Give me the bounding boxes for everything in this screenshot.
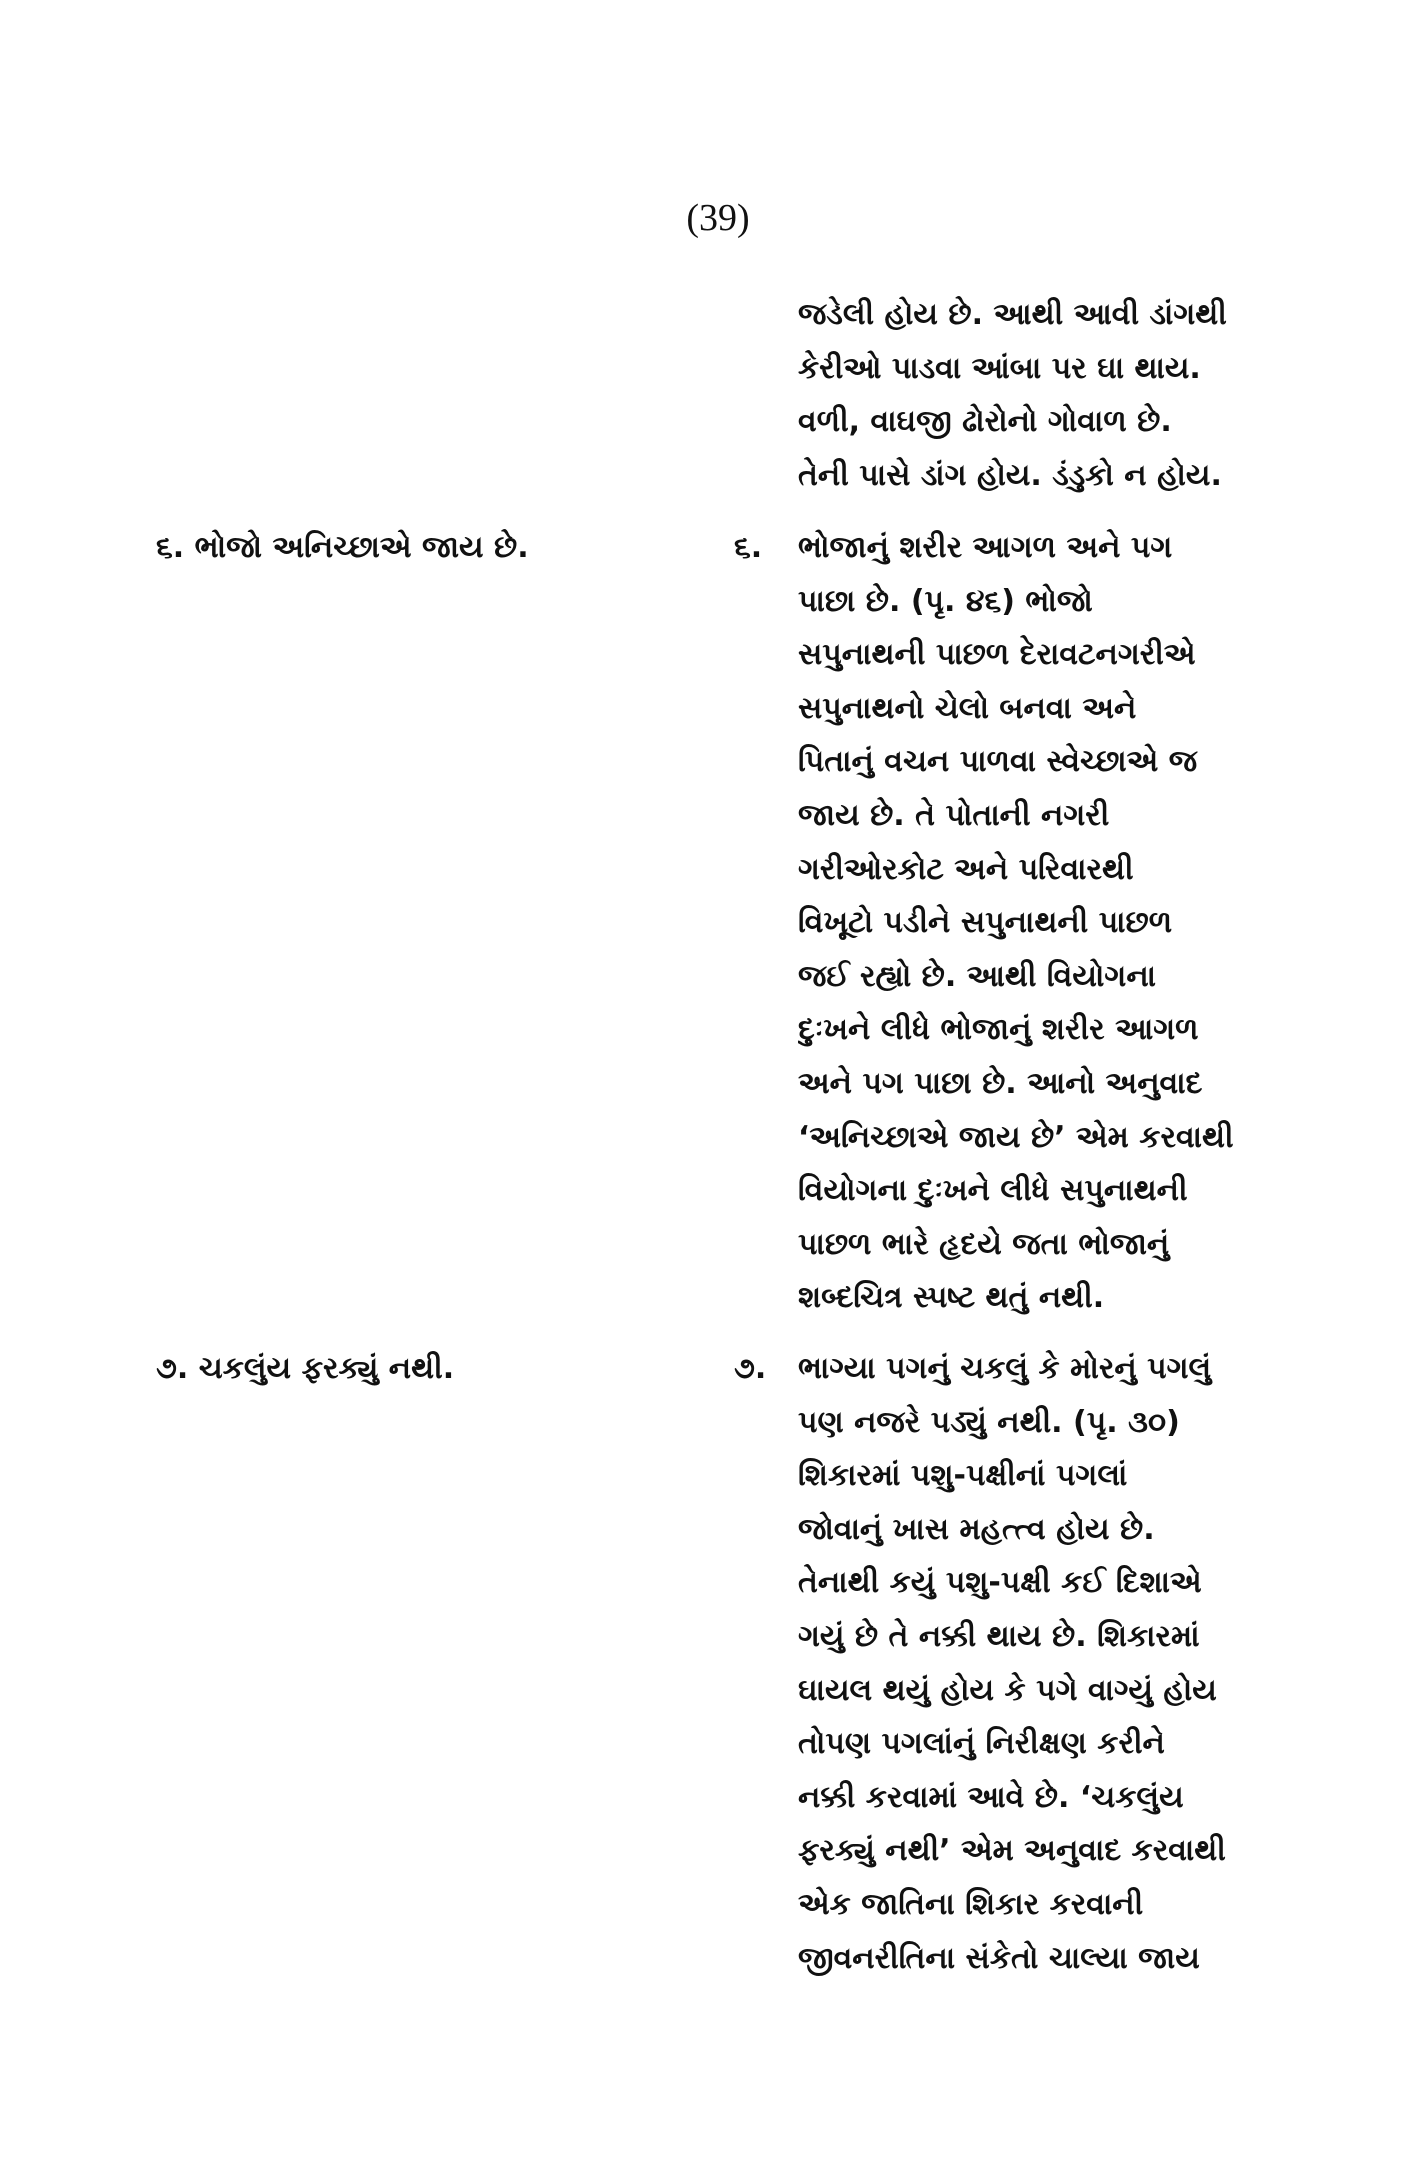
text-line: ફરક્યું નથી’ એમ અનુવાદ કરવાથી (798, 1833, 1226, 1869)
page-number: (39) (686, 197, 750, 239)
text-line: નક્કી કરવામાં આવે છે. ‘ચકલુંય (798, 1779, 1184, 1815)
entry-commentary (798, 1342, 1358, 1985)
text-line: સપુનાથનો ચેલો બનવા અને (798, 690, 1137, 726)
continuation-lines (798, 288, 1358, 502)
text-line: શિકારમાં પશુ-પક્ષીનાં પગલાં (798, 1458, 1128, 1494)
text-line: જઈ રહ્યો છે. આથી વિયોગના (798, 958, 1157, 994)
text-line: પાછળ ભારે હૃદયે જતા ભોજાનું (798, 1226, 1170, 1262)
text-line: જડેલી હોય છે. આથી આવી ડાંગથી (798, 297, 1227, 332)
entry-source-text: ૭. ચકલુંય ફરક્યું નથી. (156, 1351, 455, 1386)
text-line: જાય છે. તે પોતાની નગરી (798, 797, 1110, 833)
text-line: જીવનરીતિના સંકેતો ચાલ્યા જાય (798, 1940, 1200, 1976)
text-line: શબ્દચિત્ર સ્પષ્ટ થતું નથી. (798, 1280, 1105, 1316)
entry-source-text: ૬. ભોજો અનિચ્છાએ જાય છે. (156, 530, 529, 565)
text-line: એક જાતિના શિકાર કરવાની (798, 1886, 1144, 1922)
text-line: ભાગ્યા પગનું ચકલું કે મોરનું પગલું (798, 1351, 1212, 1386)
text-line: ‘અનિચ્છાએ જાય છે’ એમ કરવાથી (798, 1119, 1234, 1155)
text-line: ઘાયલ થયું હોય કે પગે વાગ્યું હોય (798, 1672, 1217, 1708)
text-line: કેરીઓ પાડવા આંબા પર ઘા થાય. (798, 350, 1201, 386)
entry-number: ૬. (734, 530, 763, 565)
text-line: તેનાથી કયું પશુ-પક્ષી કઈ દિશાએ (798, 1565, 1202, 1601)
text-line: તોપણ પગલાંનું નિરીક્ષણ કરીને (798, 1726, 1165, 1762)
entry-number: ૭. (734, 1351, 767, 1386)
text-line: તેની પાસે ડાંગ હોય. ડંડુકો ન હોય. (798, 457, 1222, 493)
text-line: દુઃખને લીધે ભોજાનું શરીર આગળ (798, 1012, 1199, 1048)
text-line: પણ નજરે પડ્યું નથી. (પૃ. ૩૦) (798, 1404, 1180, 1440)
text-line: પિતાનું વચન પાળવા સ્વેચ્છાએ જ (798, 744, 1198, 780)
text-line: પાછા છે. (પૃ. ૪૬) ભોજો (798, 583, 1093, 619)
text-line: વિખૂટો પડીને સપુનાથની પાછળ (798, 905, 1173, 941)
entry-commentary (798, 521, 1358, 1325)
text-line: વળી, વાઘજી ઢોરોનો ગોવાળ છે. (798, 404, 1172, 440)
text-line: જોવાનું ખાસ મહત્ત્વ હોય છે. (798, 1511, 1155, 1547)
text-line: ગરીઓરકોટ અને પરિવારથી (798, 851, 1134, 887)
text-line: અને પગ પાછા છે. આનો અનુવાદ (798, 1065, 1203, 1101)
text-line: ભોજાનું શરીર આગળ અને પગ (798, 530, 1173, 565)
text-line: સપુનાથની પાછળ દેરાવટનગરીએ (798, 637, 1196, 673)
text-line: વિયોગના દુઃખને લીધે સપુનાથની (798, 1173, 1188, 1209)
text-line: ગયું છે તે નક્કી થાય છે. શિકારમાં (798, 1618, 1200, 1654)
